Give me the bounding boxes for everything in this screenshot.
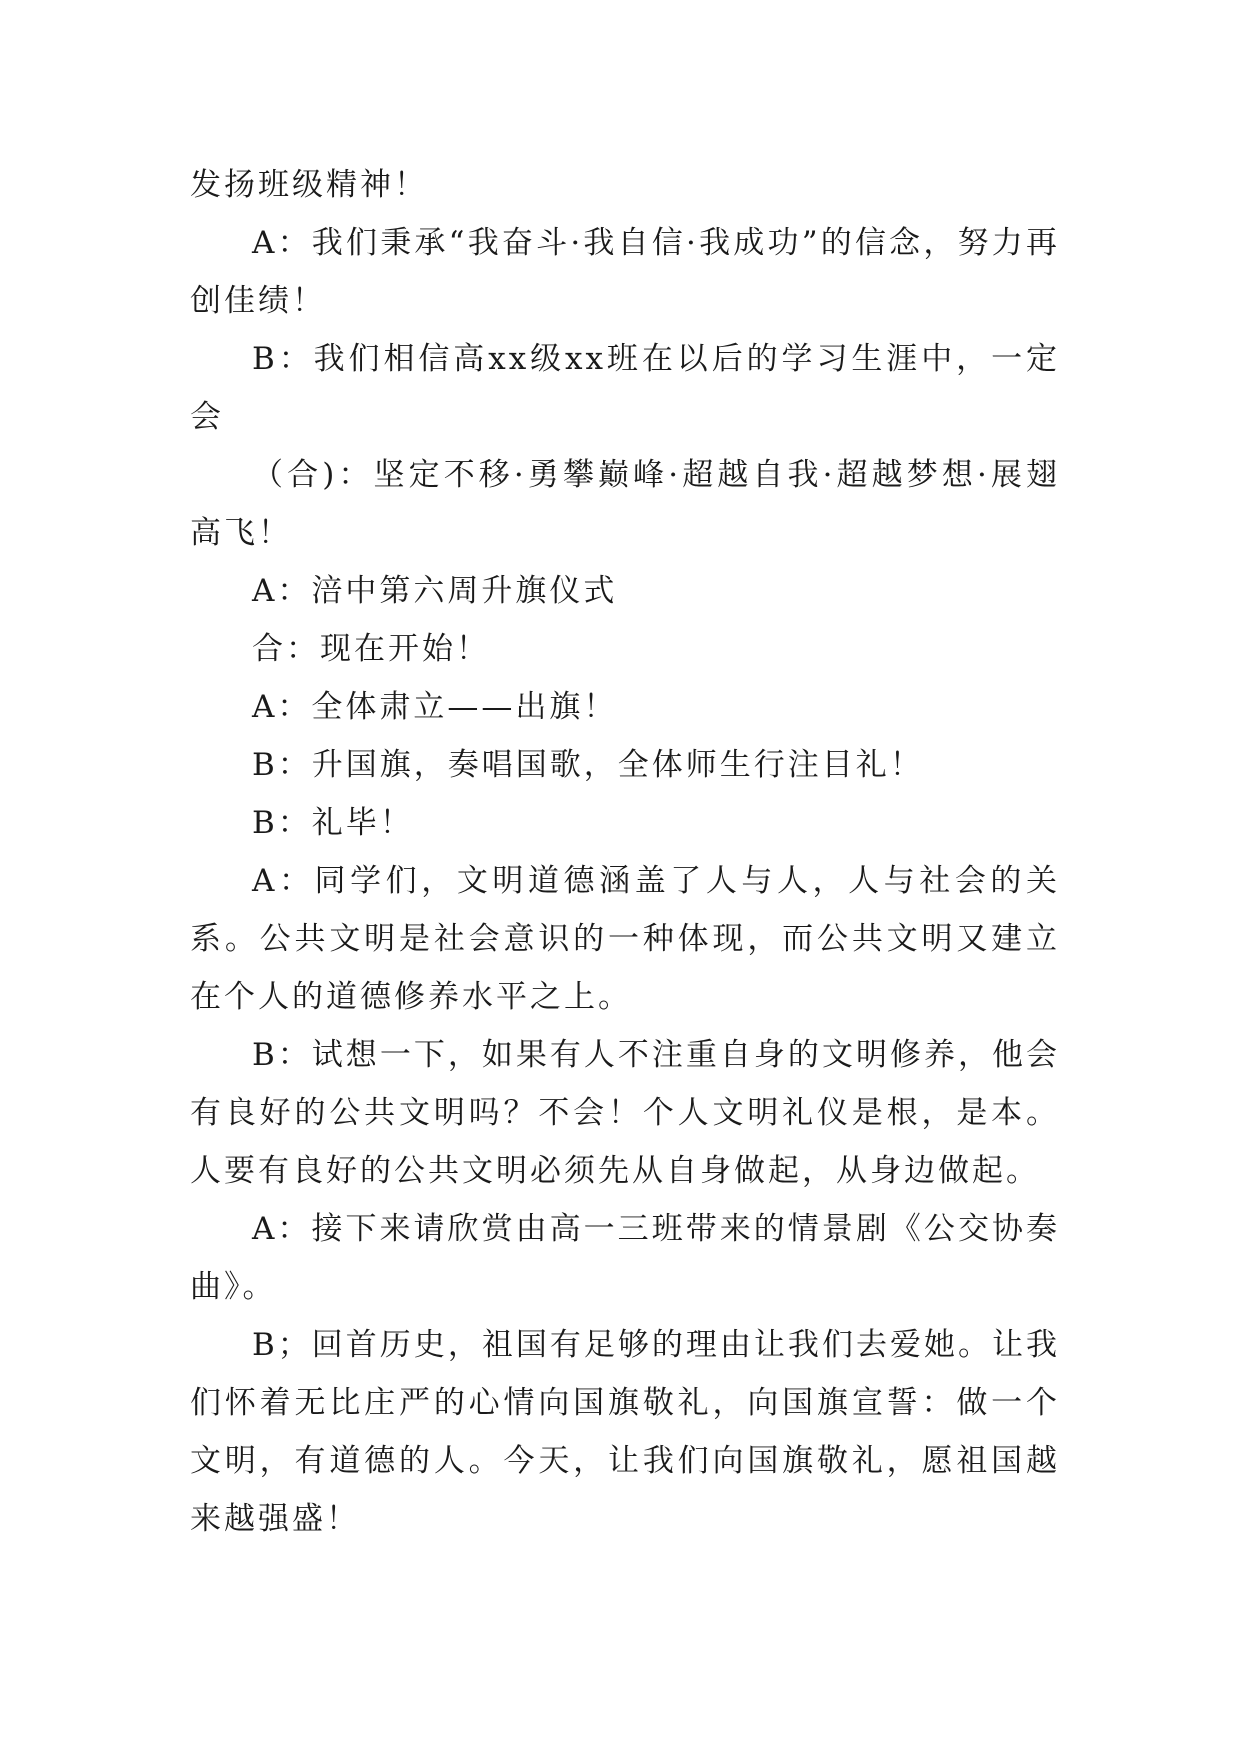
paragraph-10: A：同学们，文明道德涵盖了人与人，人与社会的关系。公共文明是社会意识的一种体现，而公共文明又建立在个人的道德修养水平之上。 — [190, 863, 1060, 1015]
paragraph-12: A：接下来请欣赏由高一三班带来的情景剧《公交协奏曲》。 — [190, 1211, 1060, 1305]
paragraph-6: 合：现在开始！ — [252, 631, 490, 667]
paragraph-2: A：我们秉承“我奋斗·我自信·我成功”的信念，努力再创佳绩！ — [190, 225, 1060, 319]
paragraph-8: B：升国旗，奏唱国歌，全体师生行注目礼！ — [252, 747, 924, 783]
paragraph-4: （合)：坚定不移·勇攀巅峰·超越自我·超越梦想·展翅高飞！ — [190, 457, 1060, 551]
paragraph-11: B：试想一下，如果有人不注重自身的文明修养，他会有良好的公共文明吗？不会！个人文明礼仪是根，是本。人要有良好的公共文明必须先从自身做起，从身边做起。 — [190, 1037, 1060, 1189]
paragraph-5: A：涪中第六周升旗仪式 — [252, 573, 618, 609]
paragraph-7: A：全体肃立——出旗！ — [252, 689, 618, 725]
paragraph-9: B：礼毕！ — [252, 805, 414, 841]
paragraph-3: B：我们相信高xx级xx班在以后的学习生涯中，一定会 — [190, 341, 1060, 435]
paragraph-1: 发扬班级精神！ — [190, 167, 428, 203]
document-body — [190, 156, 1060, 1548]
paragraph-13: B；回首历史，祖国有足够的理由让我们去爱她。让我们怀着无比庄严的心情向国旗敬礼，向国旗宣誓：做一个文明，有道德的人。今天，让我们向国旗敬礼，愿祖国越来越强盛！ — [190, 1327, 1060, 1537]
